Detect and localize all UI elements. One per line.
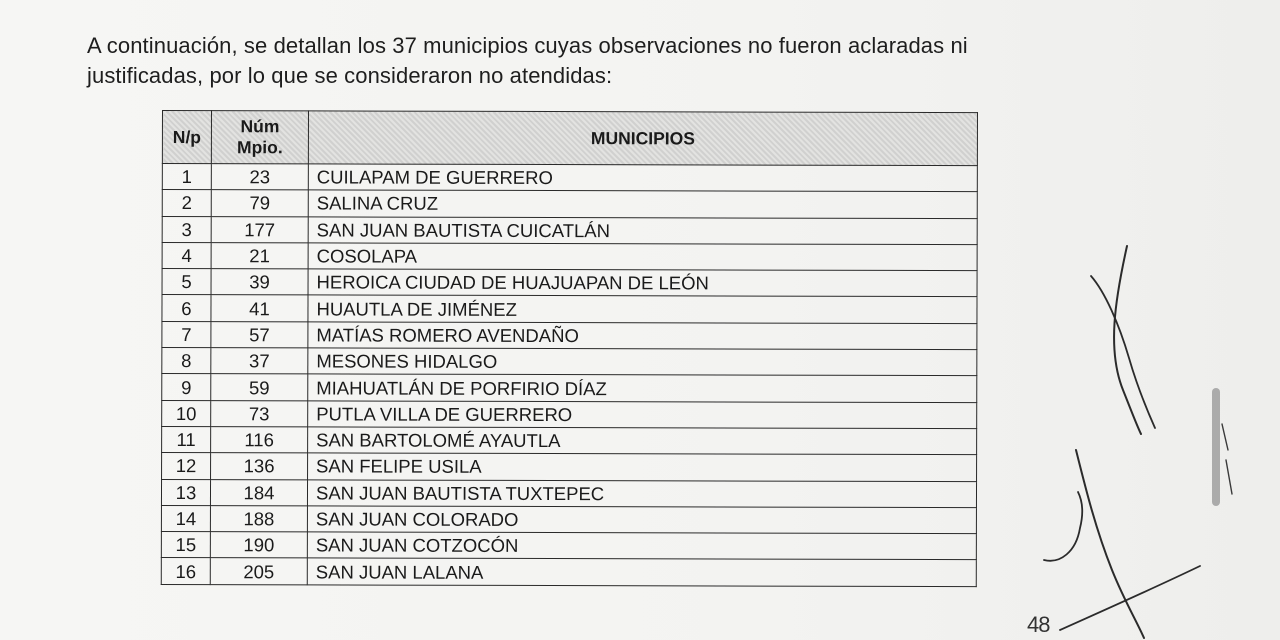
row-num-mpio: 116 [211, 427, 308, 454]
signature-mark-upper [1085, 240, 1175, 440]
row-num-mpio: 188 [210, 505, 307, 532]
row-num-mpio: 41 [211, 295, 308, 322]
table-row [161, 505, 976, 533]
row-num-mpio: 57 [211, 321, 308, 348]
row-np: 8 [162, 348, 211, 374]
table-row [161, 479, 976, 507]
municipios-table [161, 110, 978, 587]
row-municipio-name: CUILAPAM DE GUERRERO [308, 164, 977, 192]
table-row [162, 164, 977, 192]
table-row [162, 216, 977, 244]
row-num-mpio: 190 [210, 532, 307, 559]
row-municipio-name: MATÍAS ROMERO AVENDAÑO [308, 322, 977, 350]
table-header-row [162, 111, 977, 166]
row-municipio-name: COSOLAPA [308, 243, 977, 271]
row-num-mpio: 23 [211, 164, 308, 191]
table-row [162, 374, 977, 402]
municipios-table-wrapper [161, 110, 978, 587]
row-municipio-name: SAN JUAN COLORADO [307, 506, 976, 534]
row-num-mpio: 79 [211, 190, 308, 217]
row-municipio-name: HUAUTLA DE JIMÉNEZ [308, 295, 977, 323]
row-np: 11 [162, 426, 211, 452]
row-np: 13 [161, 479, 210, 505]
row-municipio-name: HEROICA CIUDAD DE HUAJUAPAN DE LEÓN [308, 269, 977, 297]
row-municipio-name: SAN JUAN BAUTISTA CUICATLÁN [308, 216, 977, 244]
header-num-line1: Núm [240, 116, 280, 137]
row-num-mpio: 37 [211, 348, 308, 375]
row-np: 2 [162, 190, 211, 216]
row-municipio-name: SAN JUAN LALANA [307, 558, 976, 586]
row-np: 9 [162, 374, 211, 400]
header-municipios: MUNICIPIOS [308, 111, 977, 166]
row-np: 14 [161, 505, 210, 531]
row-np: 16 [161, 558, 210, 584]
row-np: 15 [161, 532, 210, 558]
header-num-line2: Mpio. [237, 137, 283, 158]
table-row [162, 269, 977, 297]
row-num-mpio: 205 [210, 558, 307, 585]
row-num-mpio: 21 [211, 243, 308, 270]
row-np: 7 [162, 321, 211, 347]
signature-mark-right [1218, 420, 1238, 500]
table-row [162, 348, 977, 376]
row-num-mpio: 177 [211, 216, 308, 243]
table-row [162, 321, 977, 349]
row-municipio-name: SAN JUAN COTZOCÓN [307, 532, 976, 560]
intro-paragraph: A continuación, se detallan los 37 municipios cuyas observaciones no fueron aclaradas ni justificadas, por lo que se consideraron no atendidas: [87, 33, 968, 88]
row-np: 4 [162, 242, 211, 268]
table-row [162, 453, 977, 481]
table-row [162, 400, 977, 428]
row-np: 5 [162, 269, 211, 295]
row-np: 3 [162, 216, 211, 242]
row-np: 6 [162, 295, 211, 321]
row-municipio-name: MESONES HIDALGO [308, 348, 977, 376]
table-row [162, 242, 977, 270]
row-num-mpio: 73 [211, 400, 308, 427]
table-body [161, 164, 977, 587]
header-num-mpio [211, 111, 308, 164]
table-row [162, 295, 977, 323]
row-np: 10 [162, 400, 211, 426]
row-num-mpio: 136 [211, 453, 308, 480]
row-num-mpio: 59 [211, 374, 308, 401]
page-number: 48 [1027, 612, 1050, 637]
row-municipio-name: SAN FELIPE USILA [308, 453, 977, 481]
row-num-mpio: 184 [210, 479, 307, 506]
row-num-mpio: 39 [211, 269, 308, 296]
row-municipio-name: MIAHUATLÁN DE PORFIRIO DÍAZ [308, 374, 977, 402]
row-np: 1 [162, 164, 211, 190]
row-municipio-name: SAN JUAN BAUTISTA TUXTEPEC [307, 479, 976, 507]
table-row [162, 190, 977, 218]
vertical-scrollbar[interactable] [1212, 388, 1220, 506]
table-row [161, 558, 976, 586]
header-np: N/p [162, 111, 211, 164]
table-row [161, 532, 976, 560]
row-np: 12 [162, 453, 211, 479]
row-municipio-name: PUTLA VILLA DE GUERRERO [308, 401, 977, 429]
row-municipio-name: SAN BARTOLOMÉ AYAUTLA [308, 427, 977, 455]
signature-mark-lower [1040, 440, 1210, 640]
row-municipio-name: SALINA CRUZ [308, 190, 977, 218]
table-row [162, 426, 977, 454]
